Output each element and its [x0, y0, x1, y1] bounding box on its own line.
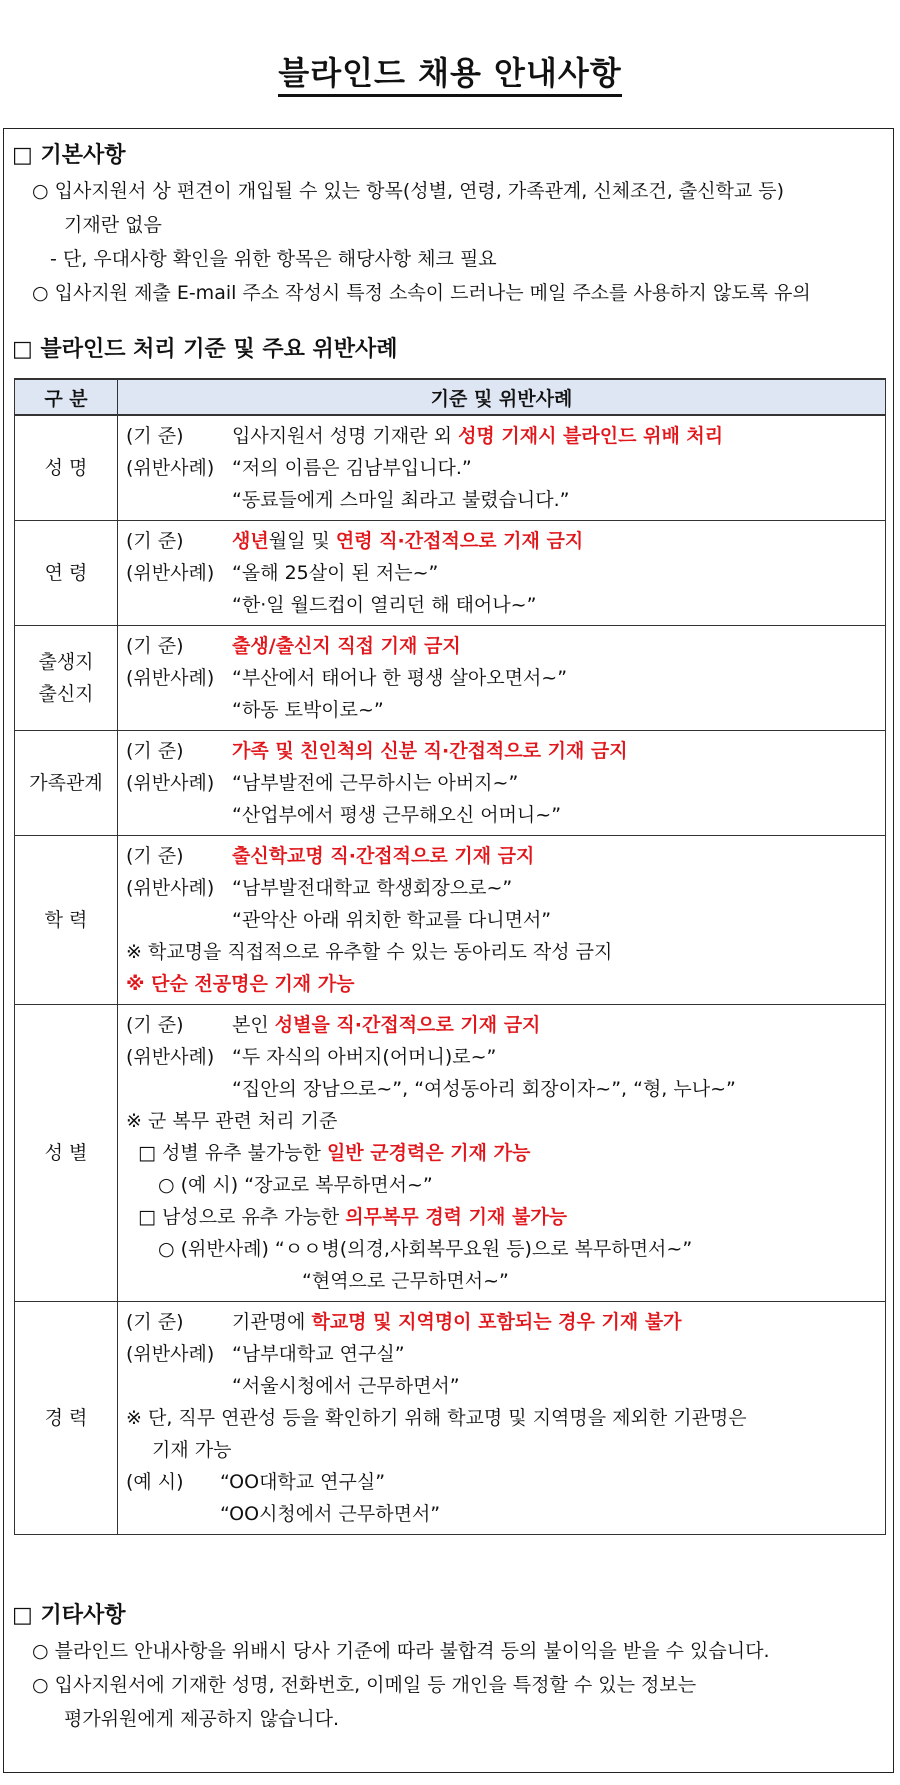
standard-highlight: 출생/출신지 직접 기재 금지	[232, 635, 461, 657]
standard-text: 월일 및	[268, 530, 336, 552]
table-header-row	[15, 379, 886, 415]
military-rule: □ 남성으로 유추 가능한	[138, 1206, 346, 1228]
table-row-family	[15, 731, 886, 836]
label-standard: (기 준)	[126, 1014, 184, 1036]
basic-item-1: ○ 입사지원서 상 편견이 개입될 수 있는 항목(성별, 연령, 가족관계, 신체조건, 출신학교 등)	[32, 180, 785, 202]
basic-item-2: ○ 입사지원 제출 E-mail 주소 작성시 특정 소속이 드러나는 메일 주소를 사용하지 않도록 유의	[32, 282, 811, 304]
violation-example: “남부발전대학교 학생회장으로~”	[232, 877, 513, 899]
label-example: (예 시)	[126, 1471, 184, 1493]
label-standard: (기 준)	[126, 1311, 184, 1333]
category-line: 출생지	[38, 651, 94, 673]
other-item-1: ○ 블라인드 안내사항을 위배시 당사 기준에 따라 불합격 등의 불이익을 받을 수 있습니다.	[32, 1640, 770, 1662]
label-violation: (위반사례)	[126, 562, 215, 584]
category-career: 경 력	[15, 1302, 118, 1535]
label-standard: (기 준)	[126, 530, 184, 552]
basic-subitem: - 단, 우대사항 확인을 위한 항목은 해당사항 체크 필요	[50, 248, 497, 270]
page-title: 블라인드 채용 안내사항	[0, 48, 900, 94]
section-heading-other: □ 기타사항	[12, 1603, 126, 1628]
violation-example: “두 자식의 아버지(어머니)로~”	[232, 1046, 497, 1068]
table-row-age	[15, 521, 886, 626]
violation-example: “저의 이름은 김남부입니다.”	[232, 457, 472, 479]
label-standard: (기 준)	[126, 635, 184, 657]
section-heading-basic: □ 기본사항	[12, 143, 126, 168]
note-highlight: ※ 단순 전공명은 기재 가능	[126, 973, 355, 995]
other-item-2-cont: 평가위원에게 제공하지 않습니다.	[64, 1708, 340, 1730]
standard-highlight: 출신학교명 직·간접적으로 기재 금지	[232, 845, 535, 867]
table-row-birthplace	[15, 626, 886, 731]
header-content: 기준 및 위반사례	[118, 379, 886, 415]
note: ※ 학교명을 직접적으로 유추할 수 있는 동아리도 작성 금지	[126, 941, 613, 963]
section-heading-criteria: □ 블라인드 처리 기준 및 주요 위반사례	[12, 337, 398, 362]
violation-example: “집안의 장남으로~”, “여성동아리 회장이자~”, “형, 누나~”	[232, 1078, 736, 1100]
label-violation: (위반사례)	[126, 772, 215, 794]
example: ○ (예 시) “장교로 복무하면서~”	[158, 1174, 433, 1196]
violation-example: “올해 25살이 된 저는~”	[232, 562, 439, 584]
label-violation: (위반사례)	[126, 457, 215, 479]
other-item-2: ○ 입사지원서에 기재한 성명, 전화번호, 이메일 등 개인을 특정할 수 있는 정보는	[32, 1674, 697, 1696]
label-standard: (기 준)	[126, 845, 184, 867]
content-family	[118, 731, 886, 836]
violation-example: “산업부에서 평생 근무해오신 어머니~”	[232, 804, 562, 826]
table-row-career	[15, 1302, 886, 1535]
standard-text: 본인	[232, 1014, 275, 1036]
label-violation: (위반사례)	[126, 877, 215, 899]
category-age: 연 령	[15, 521, 118, 626]
violation-example: “관악산 아래 위치한 학교를 다니면서”	[232, 909, 552, 931]
standard-text: 입사지원서 성명 기재란 외	[232, 425, 459, 447]
category-name: 성 명	[15, 415, 118, 521]
category-line: 출신지	[38, 683, 94, 705]
label-standard: (기 준)	[126, 425, 184, 447]
standard-highlight: 성별을 직·간접적으로 기재 금지	[274, 1014, 541, 1036]
violation-example: “한·일 월드컵이 열리던 해 태어나~”	[232, 594, 537, 616]
category-birthplace	[15, 626, 118, 731]
example: “현역으로 근무하면서~”	[302, 1270, 509, 1292]
note: ※ 군 복무 관련 처리 기준	[126, 1110, 338, 1132]
violation-example: “남부대학교 연구실”	[232, 1343, 405, 1365]
example: “OO대학교 연구실”	[220, 1471, 386, 1493]
table-row-education	[15, 836, 886, 1005]
label-standard: (기 준)	[126, 740, 184, 762]
note: 기재 가능	[152, 1439, 232, 1461]
example: ○ (위반사례) “ㅇㅇ병(의경,사회복무요원 등)으로 복무하면서~”	[158, 1238, 693, 1260]
content-gender	[118, 1005, 886, 1302]
violation-example: “서울시청에서 근무하면서”	[232, 1375, 460, 1397]
violation-example: “동료들에게 스마일 최라고 불렸습니다.”	[232, 489, 570, 511]
table-row-gender	[15, 1005, 886, 1302]
standard-highlight: 가족 및 친인척의 신분 직·간접적으로 기재 금지	[232, 740, 628, 762]
violation-example: “부산에서 태어나 한 평생 살아오면서~”	[232, 667, 568, 689]
content-age	[118, 521, 886, 626]
content-name	[118, 415, 886, 521]
standard-highlight: 생년	[232, 530, 269, 552]
header-category: 구 분	[15, 379, 118, 415]
criteria-table	[14, 378, 886, 1535]
content-career	[118, 1302, 886, 1535]
standard-highlight: 연령 직·간접적으로 기재 금지	[335, 530, 584, 552]
table-row-name	[15, 415, 886, 521]
category-gender: 성 별	[15, 1005, 118, 1302]
example: “OO시청에서 근무하면서”	[220, 1503, 441, 1525]
standard-highlight: 학교명 및 지역명이 포함되는 경우 기재 불가	[311, 1311, 682, 1333]
military-rule-highlight: 의무복무 경력 기재 불가능	[345, 1206, 568, 1228]
label-violation: (위반사례)	[126, 1046, 215, 1068]
military-rule: □ 성별 유추 불가능한	[138, 1142, 327, 1164]
category-education: 학 력	[15, 836, 118, 1005]
category-family: 가족관계	[15, 731, 118, 836]
military-rule-highlight: 일반 군경력은 기재 가능	[326, 1142, 531, 1164]
standard-text: 기관명에	[232, 1311, 312, 1333]
content-education	[118, 836, 886, 1005]
label-violation: (위반사례)	[126, 667, 215, 689]
violation-example: “하동 토박이로~”	[232, 699, 384, 721]
standard-highlight: 성명 기재시 블라인드 위배 처리	[458, 425, 724, 447]
note: ※ 단, 직무 연관성 등을 확인하기 위해 학교명 및 지역명을 제외한 기관명은	[126, 1407, 747, 1429]
violation-example: “남부발전에 근무하시는 아버지~”	[232, 772, 519, 794]
content-birthplace	[118, 626, 886, 731]
label-violation: (위반사례)	[126, 1343, 215, 1365]
basic-item-1-cont: 기재란 없음	[64, 214, 162, 236]
